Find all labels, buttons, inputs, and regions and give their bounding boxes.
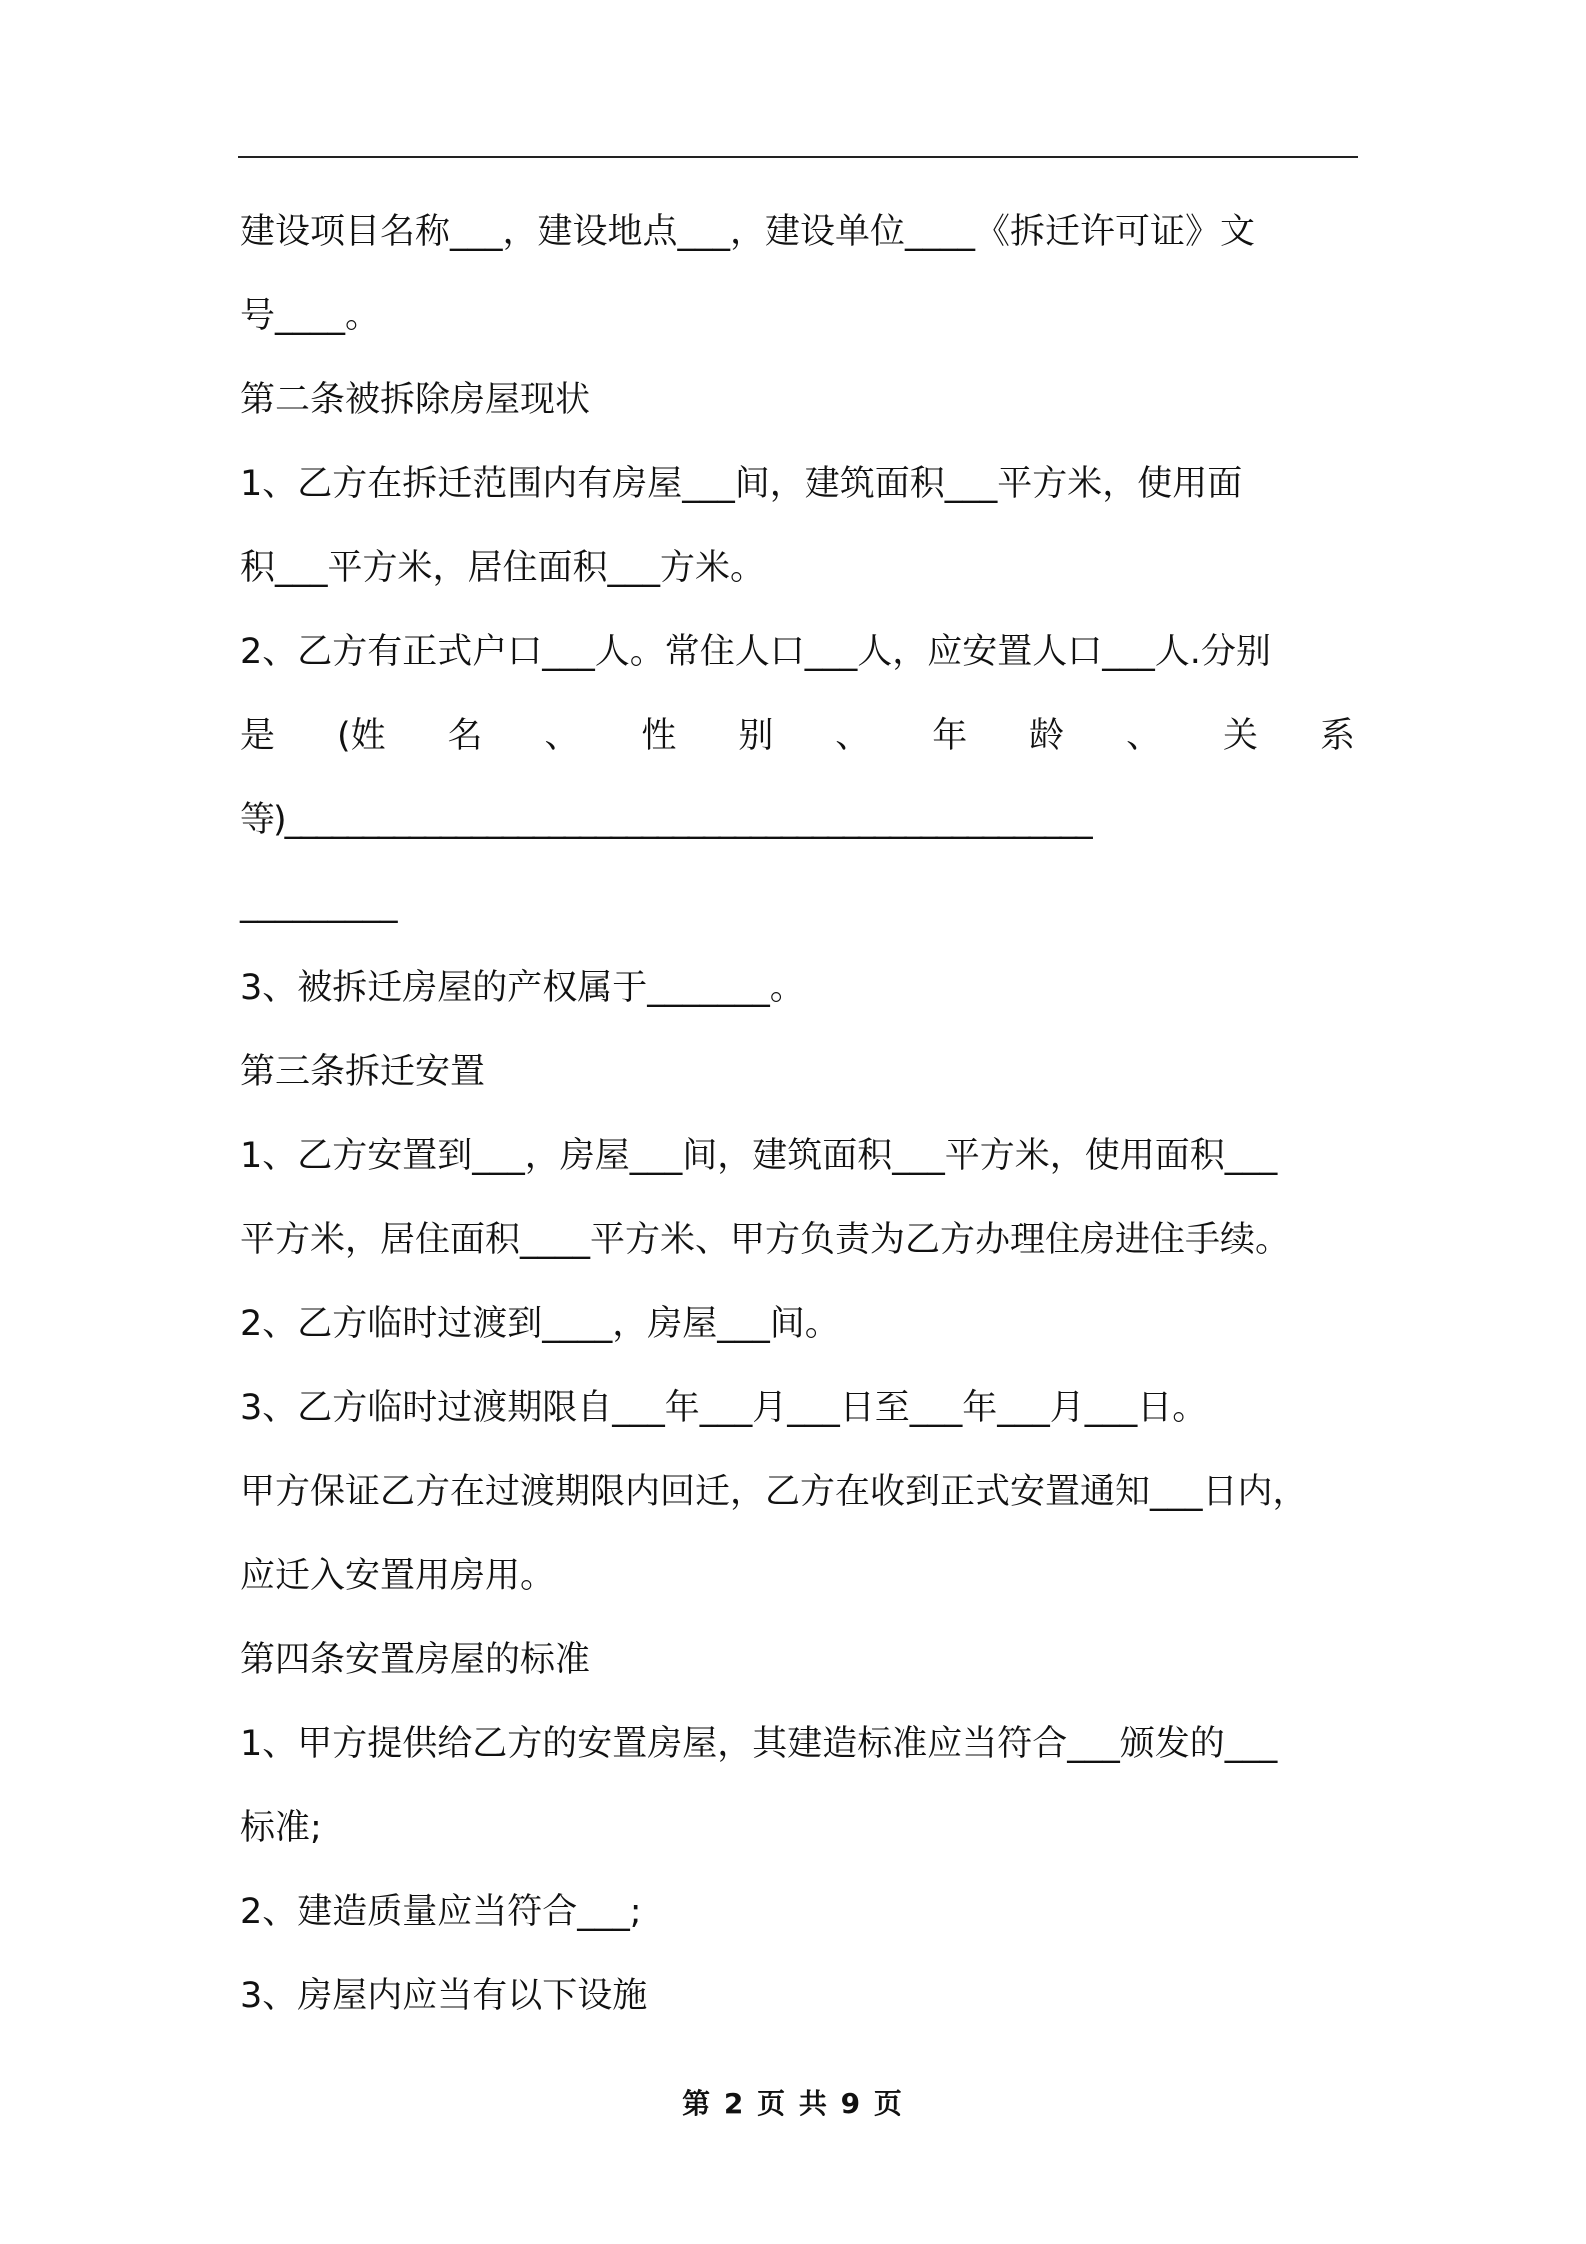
paragraph-line: 2、建造质量应当符合___; — [240, 1892, 642, 1932]
paragraph-line: _________ — [240, 884, 398, 924]
paragraph-line: 1、乙方在拆迁范围内有房屋___间，建筑面积___平方米，使用面 — [240, 464, 1243, 504]
spread-part: 龄 — [1029, 716, 1065, 756]
spread-part: 名 — [447, 716, 483, 756]
paragraph-line: 标准; — [240, 1808, 322, 1848]
paragraph-line: 等)____________________________________________________ — [240, 800, 1091, 840]
paragraph-line: 号____。 — [240, 296, 381, 336]
spread-part: 关 — [1223, 716, 1259, 756]
paragraph-line: 1、甲方提供给乙方的安置房屋，其建造标准应当符合___颁发的___ — [240, 1724, 1278, 1764]
spread-part: 是 — [240, 716, 276, 756]
spread-part: 、 — [544, 716, 580, 756]
paragraph-line: 3、乙方临时过渡期限自___年___月___日至___年___月___日。 — [240, 1388, 1208, 1428]
section-heading: 第二条被拆除房屋现状 — [240, 380, 591, 420]
spread-part: 、 — [1126, 716, 1162, 756]
section-heading: 第三条拆迁安置 — [240, 1052, 486, 1092]
paragraph-line: 积___平方米，居住面积___方米。 — [240, 548, 766, 588]
spread-part: 别 — [738, 716, 774, 756]
paragraph-line: 1、乙方安置到___，房屋___间，建筑面积___平方米，使用面积___ — [240, 1136, 1278, 1176]
paragraph-line: 3、房屋内应当有以下设施 — [240, 1976, 648, 2016]
spread-part: (姓 — [336, 716, 386, 756]
paragraph-line: 2、乙方临时过渡到____，房屋___间。 — [240, 1304, 840, 1344]
paragraph-line: 3、被拆迁房屋的产权属于_______。 — [240, 968, 805, 1008]
paragraph-line: 建设项目名称___，建设地点___，建设单位____《拆迁许可证》文 — [240, 212, 1256, 252]
spread-line — [240, 694, 1355, 778]
spread-part: 年 — [932, 716, 968, 756]
section-heading: 第四条安置房屋的标准 — [240, 1640, 591, 1680]
header-rule — [238, 156, 1358, 158]
paragraph-line: 平方米，居住面积____平方米、甲方负责为乙方办理住房进住手续。 — [240, 1220, 1291, 1260]
paragraph-line: 甲方保证乙方在过渡期限内回迁，乙方在收到正式安置通知___日内， — [240, 1472, 1308, 1512]
spread-part: 系 — [1319, 716, 1355, 756]
spread-part: 、 — [835, 716, 871, 756]
spread-part: 性 — [641, 716, 677, 756]
paragraph-line: 2、乙方有正式户口___人。常住人口___人，应安置人口___人.分别 — [240, 632, 1271, 672]
document-body — [240, 190, 1355, 2038]
paragraph-line: 应迁入安置用房用。 — [240, 1556, 556, 1596]
page-number-footer: 第 2 页 共 9 页 — [682, 2087, 904, 2120]
